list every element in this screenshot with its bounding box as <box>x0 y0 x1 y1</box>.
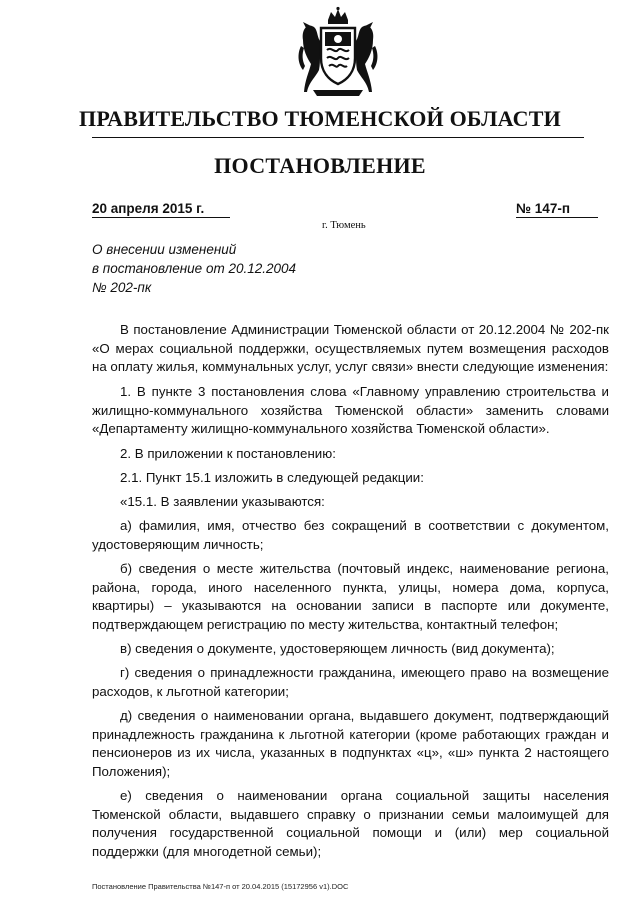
body-paragraph: 2.1. Пункт 15.1 изложить в следующей редакции: <box>120 469 424 485</box>
document-number: № 147-п <box>516 201 598 218</box>
body-paragraph: 1. В пункте 3 постановления слова «Главному управлению строительства и жилищно-коммунального хозяйства Тюменской области» заменить словами «Департаменту жилищно-коммунального хозяйства Тюменской области». <box>92 384 609 437</box>
body-paragraph: «15.1. В заявлении указываются: <box>120 494 325 510</box>
body-paragraph: В постановление Администрации Тюменской области от 20.12.2004 № 202-пк «О мерах социальной поддержки, осуществляемых путем возмещения расходов на оплату жилья, коммунальных услуг, услуг связи» внести следующие изменения: <box>92 322 609 375</box>
body-paragraph: 2. В приложении к постановлению: <box>120 445 336 461</box>
body-paragraph: а) фамилия, имя, отчество без сокращений в соответствии с документом, удостоверяющим личность; <box>92 518 609 552</box>
header-divider <box>92 137 584 138</box>
body-paragraph: б) сведения о месте жительства (почтовый индекс, наименование региона, района, города, иного населенного пункта, улицы, номера дома, корпуса, квартиры) – указываются на основании записи в паспорте или документе, подтверждающем регистрацию по месту жительства, контактный телефон; <box>92 561 609 632</box>
body-paragraph: в) сведения о документе, удостоверяющем личность (вид документа); <box>120 640 555 656</box>
document-body <box>92 321 609 867</box>
body-paragraph: г) сведения о принадлежности гражданина, имеющего право на возмещение расходов, к льготной категории; <box>92 665 609 699</box>
body-paragraph: д) сведения о наименовании органа, выдавшего документ, подтверждающий принадлежность гражданина к льготной категории (кроме работающих граждан и пенсионеров из их числа, указанных в подпунктах «ц», «ш» пункта 2 настоящего Положения); <box>92 707 609 779</box>
coat-of-arms-icon <box>295 6 381 102</box>
document-subject <box>92 240 392 297</box>
subject-line: О внесении изменений <box>92 242 237 257</box>
subject-line: в постановление от 20.12.2004 <box>92 261 297 276</box>
file-footer: Постановление Правительства №147-п от 20.04.2015 (15172956 v1).DOC <box>92 882 349 891</box>
subject-line: № 202-пк <box>92 280 152 295</box>
organization-title: ПРАВИТЕЛЬСТВО ТЮМЕНСКОЙ ОБЛАСТИ <box>79 106 561 131</box>
body-paragraph: е) сведения о наименовании органа социальной защиты населения Тюменской области, выдавшего справку о признании семьи малоимущей для получения государственной социальной помощи и (или) мер социальной поддержки (для многодетной семьи); <box>92 787 609 859</box>
document-type-title: ПОСТАНОВЛЕНИЕ <box>214 153 426 178</box>
document-city: г. Тюмень <box>322 220 366 231</box>
document-date: 20 апреля 2015 г. <box>92 201 230 218</box>
